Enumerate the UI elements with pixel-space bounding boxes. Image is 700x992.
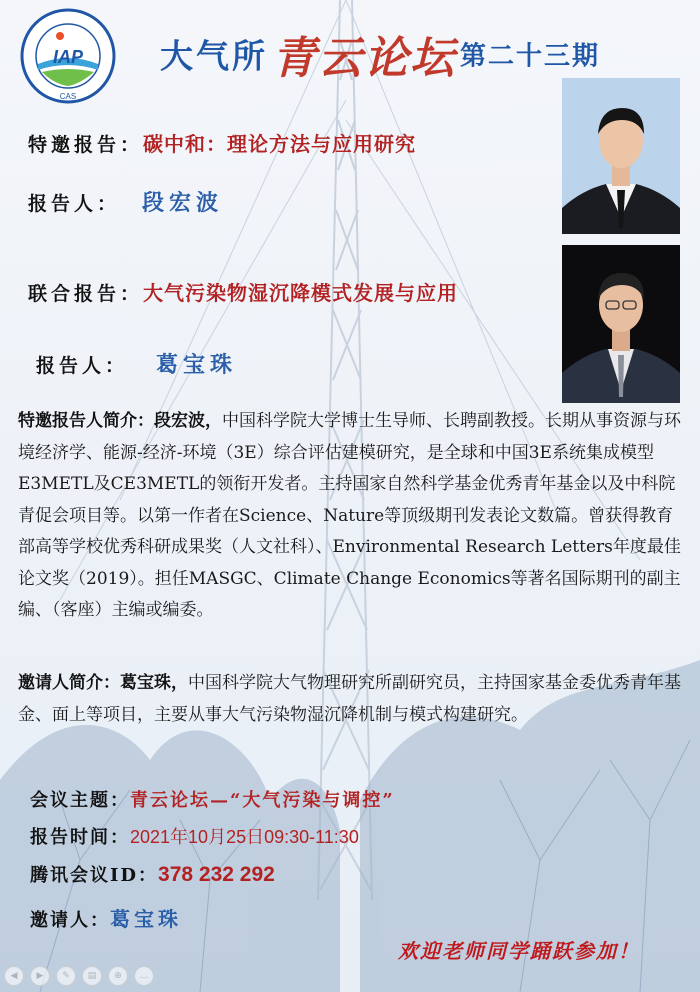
bio-ge-text: 中国科学院大气物理研究所副研究员，主持国家基金委优秀青年基金、面上等项目，主要从事大气污染物湿沉降机制与模式构建研究。 (18, 673, 681, 725)
meeting-host-value: 葛宝珠 (110, 907, 182, 931)
bio-duan-text: 中国科学院大学博士生导师、长聘副教授。长期从事资源与环境经济学、能源-经济-环境（3E）综合评估建模研究，是全球和中国3E系统集成模型E3METL及CE3METL的领衔开发者。主持国家自然科学基金优秀青年基金以及中科院青促会项目等。以第一作者在Science、Nature等顶级期刊发表论文数篇。曾获得教育部高等学校优秀科研成果奖（人文社科）、Environmental Research Letters年度最佳论文奖（2019）。担任MASGC、Climate Change Economics等著名国际期刊的副主编、（客座）主编或编委。 (18, 411, 681, 620)
meeting-id-value: 378 232 292 (158, 863, 275, 886)
more-icon[interactable]: … (134, 966, 154, 986)
talk-2-speaker-row (36, 348, 237, 379)
welcome-text: 欢迎老师同学踊跃参加！ (398, 939, 640, 963)
meeting-topic-row (30, 786, 395, 812)
title-prefix: 大气所 (160, 36, 268, 76)
forum-title (160, 22, 600, 86)
talk-1-speaker-label: 报告人： (28, 193, 121, 215)
speaker-photo-ge (562, 245, 680, 403)
svg-text:IAP: IAP (52, 47, 84, 67)
prev-icon[interactable]: ◀ (4, 966, 24, 986)
title-brand: 青云论坛 (272, 33, 456, 84)
talk-2-title: 大气污染物湿沉降模式发展与应用 (143, 281, 459, 305)
talk-2-speaker-label: 报告人： (36, 355, 129, 377)
bio-ge (18, 668, 690, 731)
meeting-time-label: 报告时间： (30, 827, 130, 848)
speaker-photo-duan (562, 78, 680, 234)
talk-1-title: 碳中和：理论方法与应用研究 (143, 132, 417, 156)
bio-duan (18, 406, 690, 627)
bio-ge-lead: 邀请人简介：葛宝珠， (18, 673, 188, 693)
talk-2-label: 联合报告： (28, 283, 144, 305)
slides-icon[interactable]: ▤ (82, 966, 102, 986)
meeting-id-label: 腾讯会议ID： (30, 865, 159, 886)
title-issue: 第二十三期 (460, 41, 601, 72)
talk-1-speaker-row (28, 186, 223, 217)
slide-controls (4, 966, 154, 986)
talk-2-speaker: 葛宝珠 (156, 352, 238, 378)
iap-logo (20, 8, 116, 104)
meeting-host-row (30, 903, 182, 932)
talk-1-title-row (28, 128, 416, 157)
meeting-time-value: 2021年10月25日09:30-11:30 (130, 827, 359, 847)
bio-duan-lead: 特邀报告人简介：段宏波， (18, 411, 222, 431)
talk-1-speaker: 段宏波 (142, 190, 224, 216)
meeting-id-row (30, 861, 275, 887)
zoom-icon[interactable]: ⊕ (108, 966, 128, 986)
talk-2-title-row (28, 277, 458, 306)
next-icon[interactable]: ▶ (30, 966, 50, 986)
svg-text:CAS: CAS (59, 92, 77, 101)
meeting-topic-value: 青云论坛—“大气污染与调控” (130, 790, 395, 811)
meeting-host-label: 邀请人： (30, 910, 110, 931)
pen-icon[interactable]: ✎ (56, 966, 76, 986)
talk-1-label: 特邀报告： (28, 134, 144, 156)
meeting-time-row (30, 823, 359, 849)
meeting-topic-label: 会议主题： (30, 790, 130, 811)
